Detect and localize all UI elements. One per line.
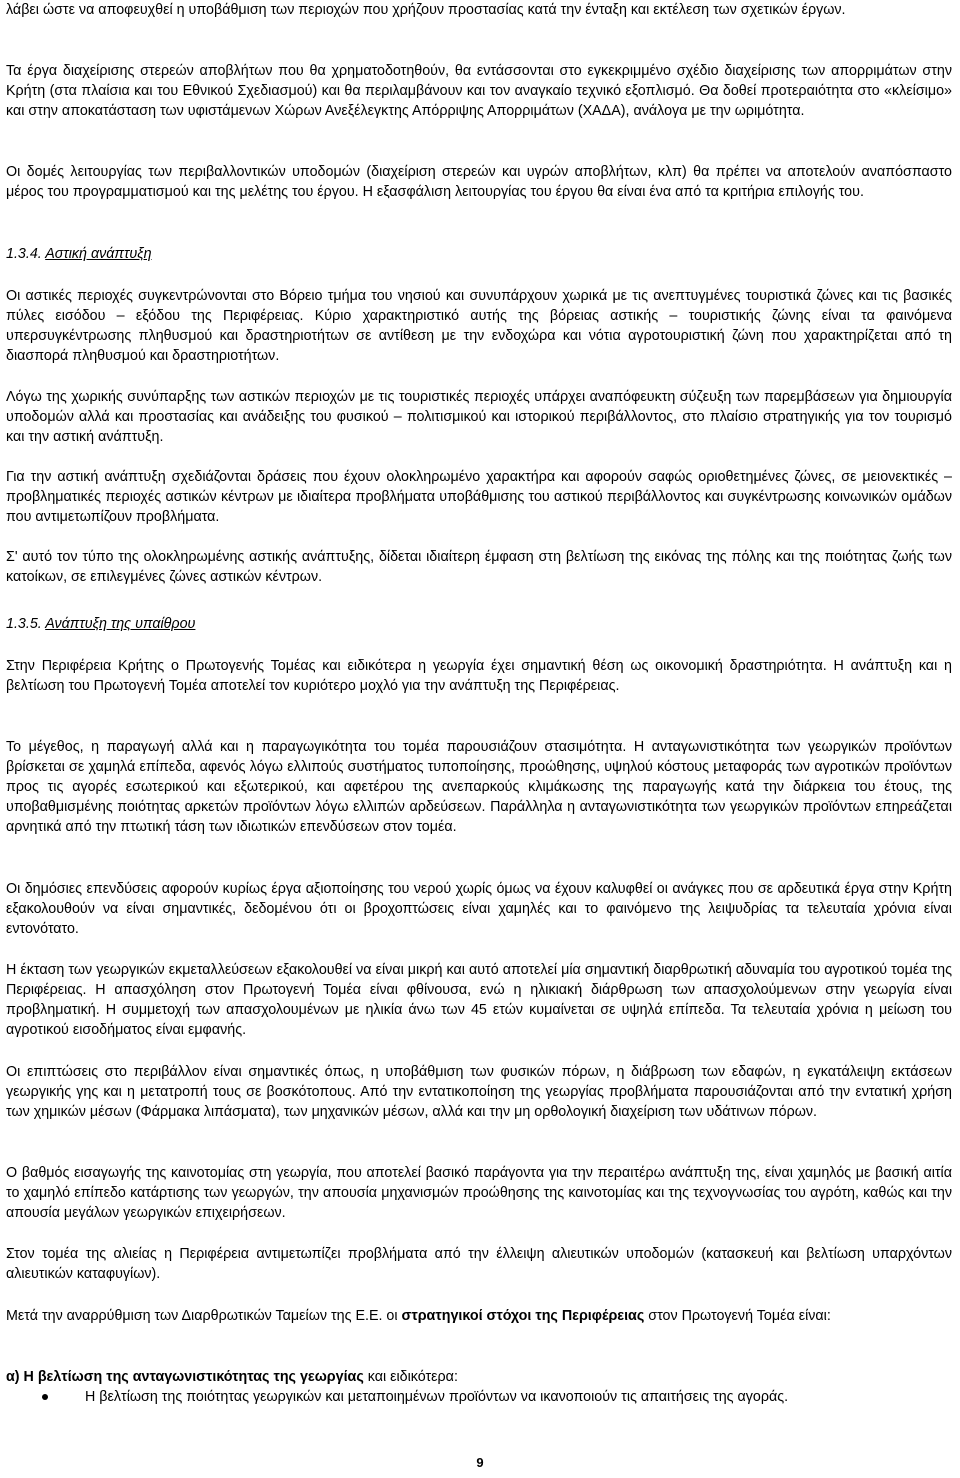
paragraph-text: στον Πρωτογενή Τομέα είναι: bbox=[644, 1308, 831, 1324]
section-number: 1.3.5. bbox=[6, 616, 46, 632]
paragraph: Λόγω της χωρικής συνύπαρξης των αστικών περιοχών με τις τουριστικές περιοχές υπάρχει αναπόφευκτη σύζευξη των παρεμβάσεων για δημιουργία υποδομών αλλά και προστασίας και ανάδειξης του φυσικού – πολιτισμικού και ιστορικού περιβάλλοντος, στο πλαίσιο στρατηγικής για τον τουρισμό και την αστική ανάπτυξη. bbox=[6, 389, 952, 445]
paragraph: λάβει ώστε να αποφευχθεί η υποβάθμιση των περιοχών που χρήζουν προστασίας κατά την ένταξη και εκτέλεση των σχετικών έργων. bbox=[6, 2, 846, 18]
paragraph: Οι δημόσιες επενδύσεις αφορούν κυρίως έργα αξιοποίησης του νερού χωρίς όμως να έχουν καλυφθεί οι ανάγκες που σε αρδευτικά έργα στην Κρήτη εξακολουθούν να είναι σημαντικές, δεδομένου ότι οι βροχοπτώσεις είναι χαμηλές και το φαινόμενο της λειψυδρίας τα τελευταία χρόνια είναι εντονότατο. bbox=[6, 881, 952, 937]
paragraph: Για την αστική ανάπτυξη σχεδιάζονται δράσεις που έχουν ολοκληρωμένο χαρακτήρα και αφορούν σαφώς οριοθετημένες ζώνες, σε μειονεκτικές – προβληματικές περιοχές αστικών κέντρων με ιδιαίτερα προβλήματα υποβάθμισης του αστικού περιβάλλοντος και συγκέντρωσης κοινωνικών ομάδων που αντιμετωπίζουν προβλήματα. bbox=[6, 469, 952, 525]
paragraph: Στον τομέα της αλιείας η Περιφέρεια αντιμετωπίζει προβλήματα από την έλλειψη αλιευτικών υποδομών (κατασκευή και βελτίωση υπαρχόντων αλιευτικών καταφυγίων). bbox=[6, 1246, 952, 1282]
paragraph bbox=[6, 1367, 952, 1387]
paragraph: Οι δομές λειτουργίας των περιβαλλοντικών υποδομών (διαχείριση στερεών και υγρών αποβλήτων, κλπ) θα πρέπει να αποτελούν αναπόσπαστο μέρος του προγραμματισμού και της μελέτης του έργου. Η εξασφάλιση λειτουργίας του έργου θα είναι ένα από τα κριτήρια επιλογής του. bbox=[6, 164, 952, 200]
section-title: Ανάπτυξη της υπαίθρου bbox=[45, 616, 196, 632]
list-item-text: Η βελτίωση της ποιότητας γεωργικών και μεταποιημένων προϊόντων να ικανοποιούν τις απαιτήσεις της αγοράς. bbox=[85, 1389, 789, 1405]
bullet-list bbox=[6, 1387, 952, 1407]
section-number: 1.3.4. bbox=[6, 246, 46, 262]
paragraph: Οι επιπτώσεις στο περιβάλλον είναι σημαντικές όπως, η υποβάθμιση των φυσικών πόρων, η διάβρωση των εδαφών, η εγκατάλειψη εκτάσεων γεωργικής γης και η μετατροπή τους σε βοσκότοπους. Από την εντατικοποίηση της γεωργίας προβλήματα παρουσιάζονται από την εντατική χρήση των χημικών μέσων (Φάρμακα λιπάσματα), των μηχανικών μέσων, αλλά και την μη ορθολογική διαχείριση των υδάτινων πόρων. bbox=[6, 1064, 952, 1120]
page-number: 9 bbox=[476, 1455, 484, 1470]
section-heading-rural bbox=[6, 614, 952, 634]
paragraph: Το μέγεθος, η παραγωγή αλλά και η παραγωγικότητα του τομέα παρουσιάζουν στασιμότητα. Η ανταγωνιστικότητα των γεωργικών προϊόντων βρίσκεται σε χαμηλά επίπεδα, αφενός λόγω ελλιπούς συστήματος τυποποίησης, προώθησης, υψηλού κόστους μεταφοράς των αγροτικών προϊόντων προς τις αγορές εσωτερικού και εξωτερικού, και αφετέρου της ανεπαρκούς κλιμάκωσης της παραγωγής κατά την διάρκεια του έτους, της υποβαθμισμένης ποιότητας αρκετών προϊόντων λόγω ελλιπών αρδεύσεων. Παράλληλα η ανταγωνιστικότητα των γεωργικών προϊόντων επηρεάζεται αρνητικά από την πτωτική τάση των ιδιωτικών επενδύσεων στον τομέα. bbox=[6, 739, 952, 835]
section-title: Αστική ανάπτυξη bbox=[45, 246, 152, 262]
paragraph-text: Μετά την αναρρύθμιση των Διαρθρωτικών Ταμείων της Ε.Ε. οι bbox=[6, 1308, 402, 1324]
paragraph: Σ' αυτό τον τύπο της ολοκληρωμένης αστικής ανάπτυξης, δίδεται ιδιαίτερη έμφαση στη βελτίωση της εικόνας της πόλης και της ποιότητας ζωής των κατοίκων, σε επιλεγμένες ζώνες αστικών κέντρων. bbox=[6, 549, 952, 585]
bullet-icon bbox=[42, 1394, 48, 1400]
strategic-goals-emphasis: στρατηγικοί στόχοι της Περιφέρειας bbox=[401, 1308, 645, 1324]
paragraph: Ο βαθμός εισαγωγής της καινοτομίας στη γεωργία, που αποτελεί βασικό παράγοντα για την περαιτέρω ανάπτυξη της, είναι χαμηλός με βασική αιτία το χαμηλό επίπεδο κατάρτισης των γεωργών, την απουσία μηχανισμών προώθησης της καινοτομίας και της τεχνογνωσίας του αγρότη, καθώς και την απουσία μεγάλων γεωργικών επιχειρήσεων. bbox=[6, 1165, 952, 1221]
paragraph: Οι αστικές περιοχές συγκεντρώνονται στο Βόρειο τμήμα του νησιού και συνυπάρχουν χωρικά με τις ανεπτυγμένες τουριστικά ζώνες και τις βασικές πύλες εισόδου – εξόδου της Περιφέρειας. Κύριο χαρακτηριστικό αυτής της βόρειας αστικής – τουριστικής ζώνης είναι τα φαινόμενα υπερσυγκέντρωσης πληθυσμού και δραστηριοτήτων σε αντίθεση με την ενδοχώρα και νότια αγροτουριστική ζώνη που χαρακτηρίζεται από τη διασπορά πληθυσμού και δραστηριοτήτων. bbox=[6, 288, 952, 364]
goal-heading: α) Η βελτίωση της ανταγωνιστικότητας της γεωργίας bbox=[6, 1369, 364, 1385]
section-heading-urban bbox=[6, 244, 952, 264]
paragraph-text: και ειδικότερα: bbox=[363, 1369, 458, 1385]
paragraph bbox=[6, 1306, 952, 1326]
list-item bbox=[6, 1387, 952, 1407]
paragraph: Τα έργα διαχείρισης στερεών αποβλήτων που θα χρηματοδοτηθούν, θα εντάσσονται στο εγκεκριμμένο σχέδιο διαχείρισης των απορριμάτων στην Κρήτη (στα πλαίσια και του Εθνικού Σχεδιασμού) και θα περιλαμβάνουν και τον αναγκαίο τεχνικό εξοπλισμό. Θα δοθεί προτεραιότητα στο «κλείσιμο» και στην αποκατάσταση των υφιστάμενων Χώρων Ανεξέλεγκτης Απόρριψης Απορριμάτων (ΧΑΔΑ), ανάλογα με την ωριμότητα. bbox=[6, 63, 952, 119]
paragraph: Στην Περιφέρεια Κρήτης ο Πρωτογενής Τομέας και ειδικότερα η γεωργία έχει σημαντική θέση ως οικονομική δραστηριότητα. Η ανάπτυξη και η βελτίωση του Πρωτογενή Τομέα αποτελεί τον κυριότερο μοχλό για την ανάπτυξη της Περιφέρειας. bbox=[6, 658, 952, 694]
paragraph: Η έκταση των γεωργικών εκμεταλλεύσεων εξακολουθεί να είναι μικρή και αυτό αποτελεί μία σημαντική διαρθρωτική αδυναμία του αγροτικού τομέα της Περιφέρειας. Η απασχόληση στον Πρωτογενή Τομέα είναι φθίνουσα, ενώ η ηλικιακή διάρθρωση των απασχολούμενων στην γεωργία είναι προβληματική. Η συμμετοχή των απασχολουμένων με ηλικία άνω των 45 ετών κυμαίνεται σε υψηλά επίπεδα. Τα τελευταία χρόνια η μείωση του αγροτικού εισοδήματος είναι εμφανής. bbox=[6, 962, 952, 1038]
